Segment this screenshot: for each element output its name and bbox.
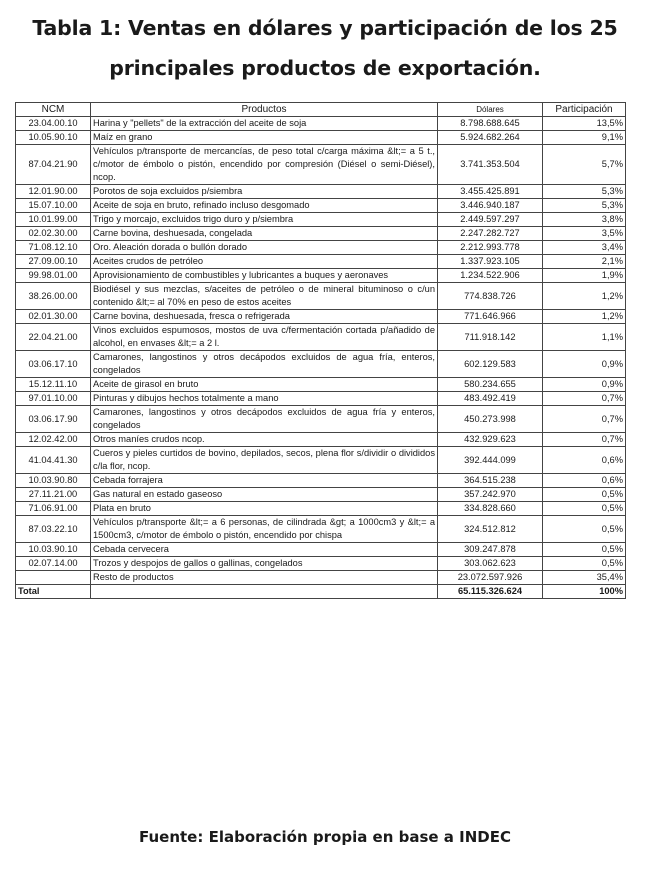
row-product: Aceite de girasol en bruto [91,378,438,392]
table-body [16,117,626,585]
row-product: Maíz en grano [91,131,438,145]
row-product: Plata en bruto [91,502,438,516]
row-product: Camarones, langostinos y otros decápodos excluidos de agua fría y enteros, congelados [91,406,438,433]
row-ncm: 87.03.22.10 [16,516,91,543]
table-row [16,392,626,406]
header-ncm: NCM [16,103,91,117]
table-row [16,241,626,255]
row-share: 3,8% [543,213,626,227]
row-ncm: 15.07.10.00 [16,199,91,213]
row-share: 2,1% [543,255,626,269]
row-usd: 334.828.660 [438,502,543,516]
row-product: Vinos excluidos espumosos, mostos de uva c/fermentación cortada p/añadido de alcohol, en envases &lt;= a 2 l. [91,324,438,351]
row-share: 9,1% [543,131,626,145]
row-ncm: 99.98.01.00 [16,269,91,283]
row-share: 0,7% [543,392,626,406]
row-usd: 2.247.282.727 [438,227,543,241]
row-ncm: 38.26.00.00 [16,283,91,310]
table-row [16,131,626,145]
source-note: Fuente: Elaboración propia en base a INDEC [138,828,511,846]
row-usd: 23.072.597.926 [438,571,543,585]
row-product: Trigo y morcajo, excluidos trigo duro y p/siembra [91,213,438,227]
title-line-2: principales productos de exportación. [109,56,541,80]
table-row [16,516,626,543]
row-usd: 432.929.623 [438,433,543,447]
row-product: Resto de productos [91,571,438,585]
row-share: 13,5% [543,117,626,131]
row-product: Pinturas y dibujos hechos totalmente a mano [91,392,438,406]
row-ncm: 02.01.30.00 [16,310,91,324]
table-row [16,433,626,447]
row-ncm: 10.03.90.80 [16,474,91,488]
row-usd: 2.212.993.778 [438,241,543,255]
table-row [16,474,626,488]
title-line-1: Tabla 1: Ventas en dólares y participación de los 25 [32,16,618,40]
row-share: 0,9% [543,351,626,378]
row-share: 35,4% [543,571,626,585]
row-product: Otros maníes crudos ncop. [91,433,438,447]
row-product: Trozos y despojos de gallos o gallinas, congelados [91,557,438,571]
row-usd: 3.741.353.504 [438,145,543,185]
row-product: Aceites crudos de petróleo [91,255,438,269]
row-usd: 392.444.099 [438,447,543,474]
row-usd: 357.242.970 [438,488,543,502]
row-usd: 309.247.878 [438,543,543,557]
row-share: 1,2% [543,283,626,310]
row-ncm: 10.05.90.10 [16,131,91,145]
row-share: 0,5% [543,543,626,557]
row-ncm: 27.11.21.00 [16,488,91,502]
header-product: Productos [91,103,438,117]
row-ncm: 87.04.21.90 [16,145,91,185]
row-ncm: 12.02.42.00 [16,433,91,447]
table-title [0,8,650,88]
row-ncm: 97.01.10.00 [16,392,91,406]
row-share: 1,1% [543,324,626,351]
row-share: 0,7% [543,406,626,433]
row-product: Aceite de soja en bruto, refinado incluso desgomado [91,199,438,213]
row-ncm: 22.04.21.00 [16,324,91,351]
row-product: Harina y "pellets" de la extracción del aceite de soja [91,117,438,131]
row-product: Oro. Aleación dorada o bullón dorado [91,241,438,255]
table-row [16,557,626,571]
row-usd: 602.129.583 [438,351,543,378]
row-usd: 3.446.940.187 [438,199,543,213]
total-row [16,585,626,599]
row-product: Porotos de soja excluidos p/siembra [91,185,438,199]
row-ncm: 02.02.30.00 [16,227,91,241]
row-usd: 774.838.726 [438,283,543,310]
row-share: 0,5% [543,488,626,502]
row-share: 0,5% [543,502,626,516]
table-row [16,447,626,474]
row-share: 5,7% [543,145,626,185]
row-ncm: 10.03.90.10 [16,543,91,557]
table-row [16,227,626,241]
table-row [16,269,626,283]
table-row [16,502,626,516]
row-product: Gas natural en estado gaseoso [91,488,438,502]
row-product: Camarones, langostinos y otros decápodos excluidos de agua fría, enteros, congelados [91,351,438,378]
table-row [16,117,626,131]
row-product: Carne bovina, deshuesada, congelada [91,227,438,241]
table-row [16,378,626,392]
total-blank [91,585,438,599]
table-row [16,185,626,199]
row-share: 0,6% [543,447,626,474]
row-usd: 3.455.425.891 [438,185,543,199]
row-product: Aprovisionamiento de combustibles y lubricantes a buques y aeronaves [91,269,438,283]
row-ncm: 71.06.91.00 [16,502,91,516]
row-usd: 1.234.522.906 [438,269,543,283]
row-share: 0,5% [543,557,626,571]
header-row [16,103,626,117]
row-share: 0,9% [543,378,626,392]
table-row [16,145,626,185]
row-share: 5,3% [543,185,626,199]
row-usd: 364.515.238 [438,474,543,488]
row-share: 3,4% [543,241,626,255]
row-usd: 450.273.998 [438,406,543,433]
row-usd: 8.798.688.645 [438,117,543,131]
header-share: Participación [543,103,626,117]
total-label: Total [16,585,91,599]
table-row [16,255,626,269]
row-ncm: 02.07.14.00 [16,557,91,571]
row-ncm: 23.04.00.10 [16,117,91,131]
row-usd: 303.062.623 [438,557,543,571]
table-row [16,488,626,502]
row-product: Cueros y pieles curtidos de bovino, depilados, secos, plena flor s/dividir o divididos c/la flor, ncop. [91,447,438,474]
row-usd: 5.924.682.264 [438,131,543,145]
row-usd: 580.234.655 [438,378,543,392]
row-ncm: 27.09.00.10 [16,255,91,269]
table-row [16,283,626,310]
row-ncm: 03.06.17.90 [16,406,91,433]
row-ncm: 03.06.17.10 [16,351,91,378]
row-share: 3,5% [543,227,626,241]
row-ncm: 12.01.90.00 [16,185,91,199]
row-usd: 1.337.923.105 [438,255,543,269]
row-product: Cebada forrajera [91,474,438,488]
row-share: 0,7% [543,433,626,447]
table-row [16,406,626,433]
row-usd: 2.449.597.297 [438,213,543,227]
header-usd: Dólares [438,103,543,117]
row-product: Biodiésel y sus mezclas, s/aceites de petróleo o de mineral bituminoso o c/un contenido &lt;= al 70% en peso de estos aceites [91,283,438,310]
row-product: Cebada cervecera [91,543,438,557]
row-product: Carne bovina, deshuesada, fresca o refrigerada [91,310,438,324]
row-product: Vehículos p/transporte de mercancías, de peso total c/carga máxima &lt;= a 5 t., c/motor de émbolo o pistón, encendido por compresión (Diésel o semi-Diésel), ncop. [91,145,438,185]
row-usd: 771.646.966 [438,310,543,324]
table-row [16,310,626,324]
row-share: 5,3% [543,199,626,213]
row-ncm [16,571,91,585]
total-usd: 65.115.326.624 [438,585,543,599]
row-ncm: 10.01.99.00 [16,213,91,227]
row-share: 0,6% [543,474,626,488]
exports-table [15,102,626,599]
total-share: 100% [543,585,626,599]
table-row [16,199,626,213]
row-usd: 483.492.419 [438,392,543,406]
table-row [16,543,626,557]
table-row [16,213,626,227]
table-row [16,351,626,378]
row-ncm: 71.08.12.10 [16,241,91,255]
row-usd: 711.918.142 [438,324,543,351]
row-ncm: 15.12.11.10 [16,378,91,392]
row-usd: 324.512.812 [438,516,543,543]
row-share: 1,9% [543,269,626,283]
table-row [16,324,626,351]
row-share: 0,5% [543,516,626,543]
row-share: 1,2% [543,310,626,324]
row-product: Vehículos p/transporte &lt;= a 6 personas, de cilindrada &gt; a 1000cm3 y &lt;= a 1500cm3, c/motor de émbolo o pistón, encendido por chispa [91,516,438,543]
table-row [16,571,626,585]
row-ncm: 41.04.41.30 [16,447,91,474]
